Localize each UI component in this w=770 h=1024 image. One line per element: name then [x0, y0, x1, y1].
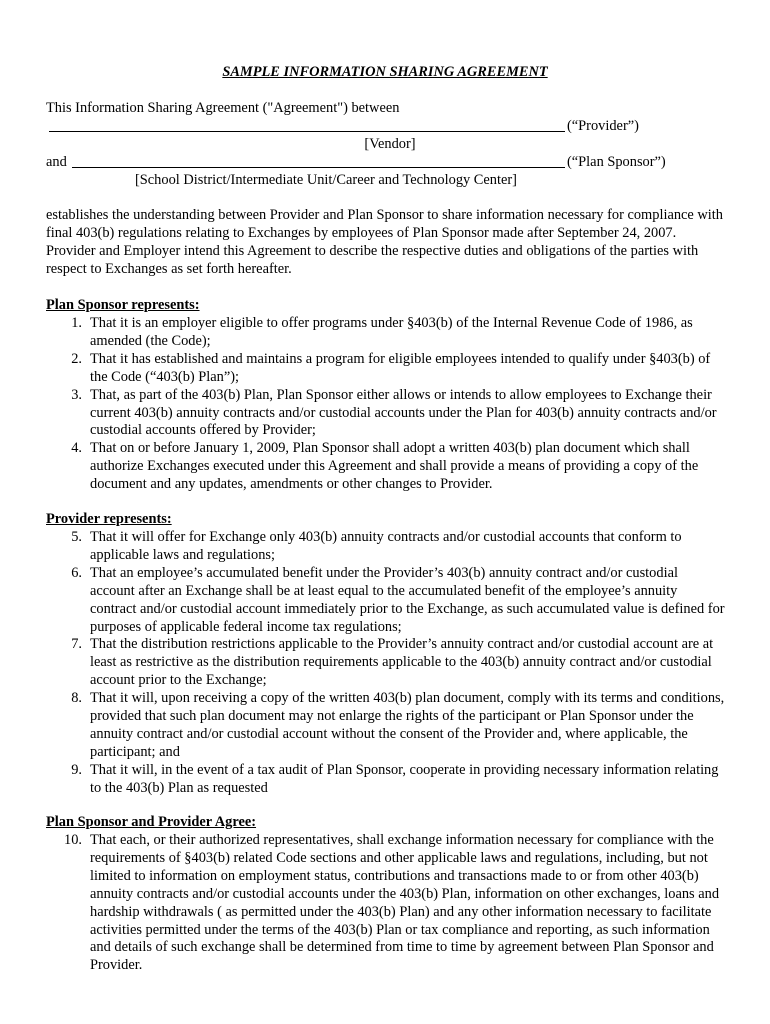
item-number: 5. — [71, 529, 82, 545]
list-item — [46, 529, 726, 565]
item-text: That an employee’s accumulated benefit under the Provider’s 403(b) annuity contract and/or custodial account after an Exchange shall be at least equal to the accumulated benefit of the employee’s annuity contract and/or custodial account immediately prior to the Exchange, as such accumulated value is defined for purposes of applicable federal income tax regulations; — [90, 564, 725, 635]
item-text: That, as part of the 403(b) Plan, Plan Sponsor either allows or intends to allow employees to Exchange their current 403(b) annuity contracts and/or custodial accounts under the Plan for 403(b) annuity contracts and/or custodial accounts offered by Provider; — [90, 386, 717, 439]
item-text: That the distribution restrictions applicable to the Provider’s annuity contract and/or custodial account are at least as restrictive as the distribution requirements applicable to the 403(b) annuity contract and/or custodial account prior to the Exchange; — [90, 636, 714, 689]
item-number: 8. — [71, 690, 82, 707]
item-number: 3. — [71, 386, 82, 403]
item-number: 10. — [64, 832, 82, 848]
list-item — [46, 315, 726, 351]
item-number: 4. — [71, 440, 82, 457]
provider-list — [46, 529, 726, 798]
list-item — [46, 636, 726, 690]
and-word: and — [46, 154, 67, 170]
item-number: 2. — [71, 350, 82, 367]
provider-name-blank[interactable] — [49, 131, 565, 132]
item-number: 7. — [71, 636, 82, 653]
vendor-label: [Vendor] — [364, 136, 416, 152]
agreement-list — [46, 832, 726, 975]
list-item — [46, 351, 726, 387]
plan-sponsor-list — [46, 315, 726, 494]
item-text: That on or before January 1, 2009, Plan Sponsor shall adopt a written 403(b) plan document which shall authorize Exchanges executed under this Agreement and shall provide a means of providing a copy of the document and any updates, amendments or other changes to Provider. — [90, 440, 699, 493]
plan-sponsor-label: (“Plan Sponsor”) — [567, 154, 666, 170]
intro-line: This Information Sharing Agreement ("Agreement") between — [46, 100, 400, 116]
plan-sponsor-name-blank[interactable] — [72, 167, 565, 168]
list-item — [46, 440, 726, 494]
section-heading-plan-sponsor: Plan Sponsor represents: — [46, 297, 200, 313]
item-text: That it will, upon receiving a copy of the written 403(b) plan document, comply with its terms and conditions, provided that such plan document may not enlarge the rights of the participant or Plan Sponsor under the annuity contract and/or custodial account without the consent of the Provider and, where applicable, the participant; and — [90, 690, 725, 760]
school-label: [School District/Intermediate Unit/Career and Technology Center] — [135, 172, 517, 188]
item-text: That it will, in the event of a tax audit of Plan Sponsor, cooperate in providing necessary information relating to the 403(b) Plan as requested — [90, 761, 719, 796]
list-item — [46, 690, 726, 762]
section-heading-provider: Provider represents: — [46, 511, 172, 527]
item-text: That each, or their authorized representatives, shall exchange information necessary for compliance with the requirements of §403(b) related Code sections and other applicable laws and regulations, including, but not limited to information on employment status, contributions and transactions made to or from other 403(b) annuity contracts and/or custodial accounts under the 403(b) Plan, information on other exchanges, loans and hardship withdrawals ( as permitted under the 403(b) Plan) and any other information necessary to facilitate activities permitted under the terms of the 403(b) Plan or tax compliance and reporting, as such information and details of such exchange shall be determined from time to time by agreement between Plan Sponsor and Provider. — [90, 832, 720, 974]
list-item — [46, 832, 726, 975]
item-number: 6. — [71, 564, 82, 581]
list-item — [46, 387, 726, 441]
item-text: That it has established and maintains a program for eligible employees intended to qualify under §403(b) of the Code (“403(b) Plan”); — [90, 350, 711, 385]
provider-label: (“Provider”) — [567, 118, 639, 134]
list-item — [46, 565, 726, 637]
list-item — [46, 762, 726, 798]
section-heading-both-agree: Plan Sponsor and Provider Agree: — [46, 814, 257, 830]
item-text: That it will offer for Exchange only 403(b) annuity contracts and/or custodial accounts that conform to applicable laws and regulations; — [90, 529, 682, 563]
item-number: 1. — [71, 315, 82, 331]
item-text: That it is an employer eligible to offer programs under §403(b) of the Internal Revenue Code of 1986, as amended (the Code); — [90, 315, 693, 349]
item-number: 9. — [71, 761, 82, 778]
purpose-paragraph: establishes the understanding between Provider and Plan Sponsor to share information necessary for compliance with final 403(b) regulations relating to Exchanges by employees of Plan Sponsor made after September 24, 2007. Provider and Employer intend this Agreement to describe the respective duties and obligations of the parties with respect to Exchanges as set forth hereafter. — [46, 207, 723, 277]
document-title: SAMPLE INFORMATION SHARING AGREEMENT — [222, 64, 548, 80]
